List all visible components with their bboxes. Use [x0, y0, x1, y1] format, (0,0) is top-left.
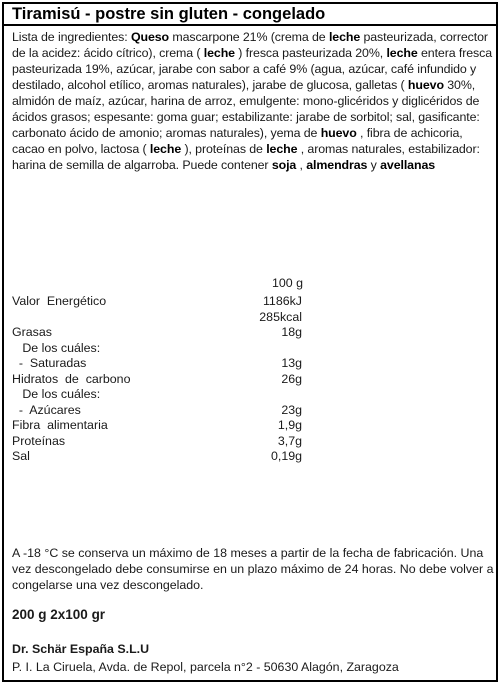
nutrition-row [12, 433, 492, 449]
nutrient-value: 0,19g [270, 449, 302, 463]
ingredient-text: Lista de ingredientes: [12, 30, 131, 44]
nutrient-value: 23g [281, 402, 302, 417]
allergen-text: Queso [130, 30, 169, 44]
nutrition-row [12, 293, 492, 309]
ingredient-text: , [296, 158, 307, 172]
company-name: Dr. Schär España S.L.U [12, 642, 150, 656]
nutrition-row [12, 340, 492, 356]
nutrition-row [12, 386, 492, 402]
nutrition-row [12, 355, 492, 371]
ingredient-text: pasteurizada, corrector de la acidez: ácido cítrico), crema ( [12, 30, 488, 60]
nutrient-name: De los cuáles: [12, 387, 101, 401]
nutrient-value: 1186kJ [262, 294, 302, 308]
nutrient-name: Sal [12, 449, 30, 463]
allergen-text: huevo [407, 78, 444, 92]
product-label [2, 2, 498, 682]
nutrition-row [12, 371, 492, 387]
nutrient-value: 13g [281, 356, 302, 370]
nutrient-name: Proteínas [12, 433, 66, 448]
ingredient-text: 30%, almidón de maíz, azúcar, harina de arroz, emulgente: mono-glicéridos y diglicéridos de ácidos grasos; espesante: goma guar; estabilizante: jarabe de sorbitol; sal, gasificante: carbonato ácido de amonio; aromas naturales), yema de [12, 78, 480, 140]
nutrient-value: 18g [281, 325, 302, 339]
nutrition-row [12, 417, 492, 433]
allergen-text: leche [266, 142, 298, 156]
nutrition-row [12, 402, 492, 418]
nutrient-name: De los cuáles: [12, 340, 101, 355]
nutrient-value: 285kcal [259, 309, 302, 324]
ingredient-text: y [367, 158, 381, 172]
title-divider [4, 24, 496, 26]
allergen-text: leche [386, 46, 418, 60]
product-title: Tiramisú - postre sin gluten - congelado [12, 5, 326, 23]
allergen-text: leche [203, 46, 235, 60]
allergen-text: almendras [306, 158, 368, 172]
nutrient-value: 3,7g [277, 433, 302, 448]
nutrition-header: 100 g [272, 276, 304, 290]
allergen-text: leche [328, 30, 361, 44]
allergen-text: avellanas [380, 158, 436, 172]
nutrient-value: 26g [281, 371, 302, 386]
nutrition-row [12, 448, 492, 464]
ingredient-text: , fibra de achicoria, cacao en polvo, lactosa ( [12, 126, 463, 156]
ingredient-text: mascarpone 21% (crema de [169, 30, 329, 44]
company-address: P. I. La Ciruela, Avda. de Repol, parcela n°2 - 50630 Alagón, Zaragoza [12, 660, 399, 674]
nutrient-name: - Azúcares [12, 402, 81, 417]
allergen-text: leche [149, 142, 182, 156]
storage-instructions: A -18 °C se conserva un máximo de 18 meses a partir de la fecha de fabricación. Una vez descongelado debe consumirse en un plazo máximo de 24 horas. No debe volver a congelarse una vez descongelado. [12, 546, 494, 592]
nutrient-value: 1,9g [277, 418, 302, 432]
nutrition-row [12, 309, 492, 325]
nutrient-name: Valor Energético [12, 294, 107, 308]
net-weight: 200 g 2x100 gr [12, 607, 106, 622]
nutrient-name: Hidratos de carbono [12, 371, 131, 386]
ingredient-text: , aromas naturales, estabilizador: harina de semilla de algarroba. Puede contener [12, 142, 480, 172]
ingredients-list [12, 29, 496, 173]
nutrient-name: Grasas [12, 325, 52, 339]
ingredient-text: ) fresca pasteurizada 20%, [234, 46, 387, 60]
nutrient-name: Fibra alimentaria [12, 418, 108, 432]
ingredient-text: ), proteínas de [181, 142, 267, 156]
ingredient-text: entera fresca pasteurizada 19%, azúcar, jarabe con sabor a café 9% (agua, azúcar, café infundido y destilado, alcohol etílico, aromas naturales), jarabe de glucosa, galletas ( [12, 46, 493, 92]
nutrient-name: - Saturadas [12, 356, 87, 370]
nutrition-row [12, 324, 492, 340]
allergen-text: soja [271, 158, 297, 172]
allergen-text: huevo [320, 126, 357, 140]
